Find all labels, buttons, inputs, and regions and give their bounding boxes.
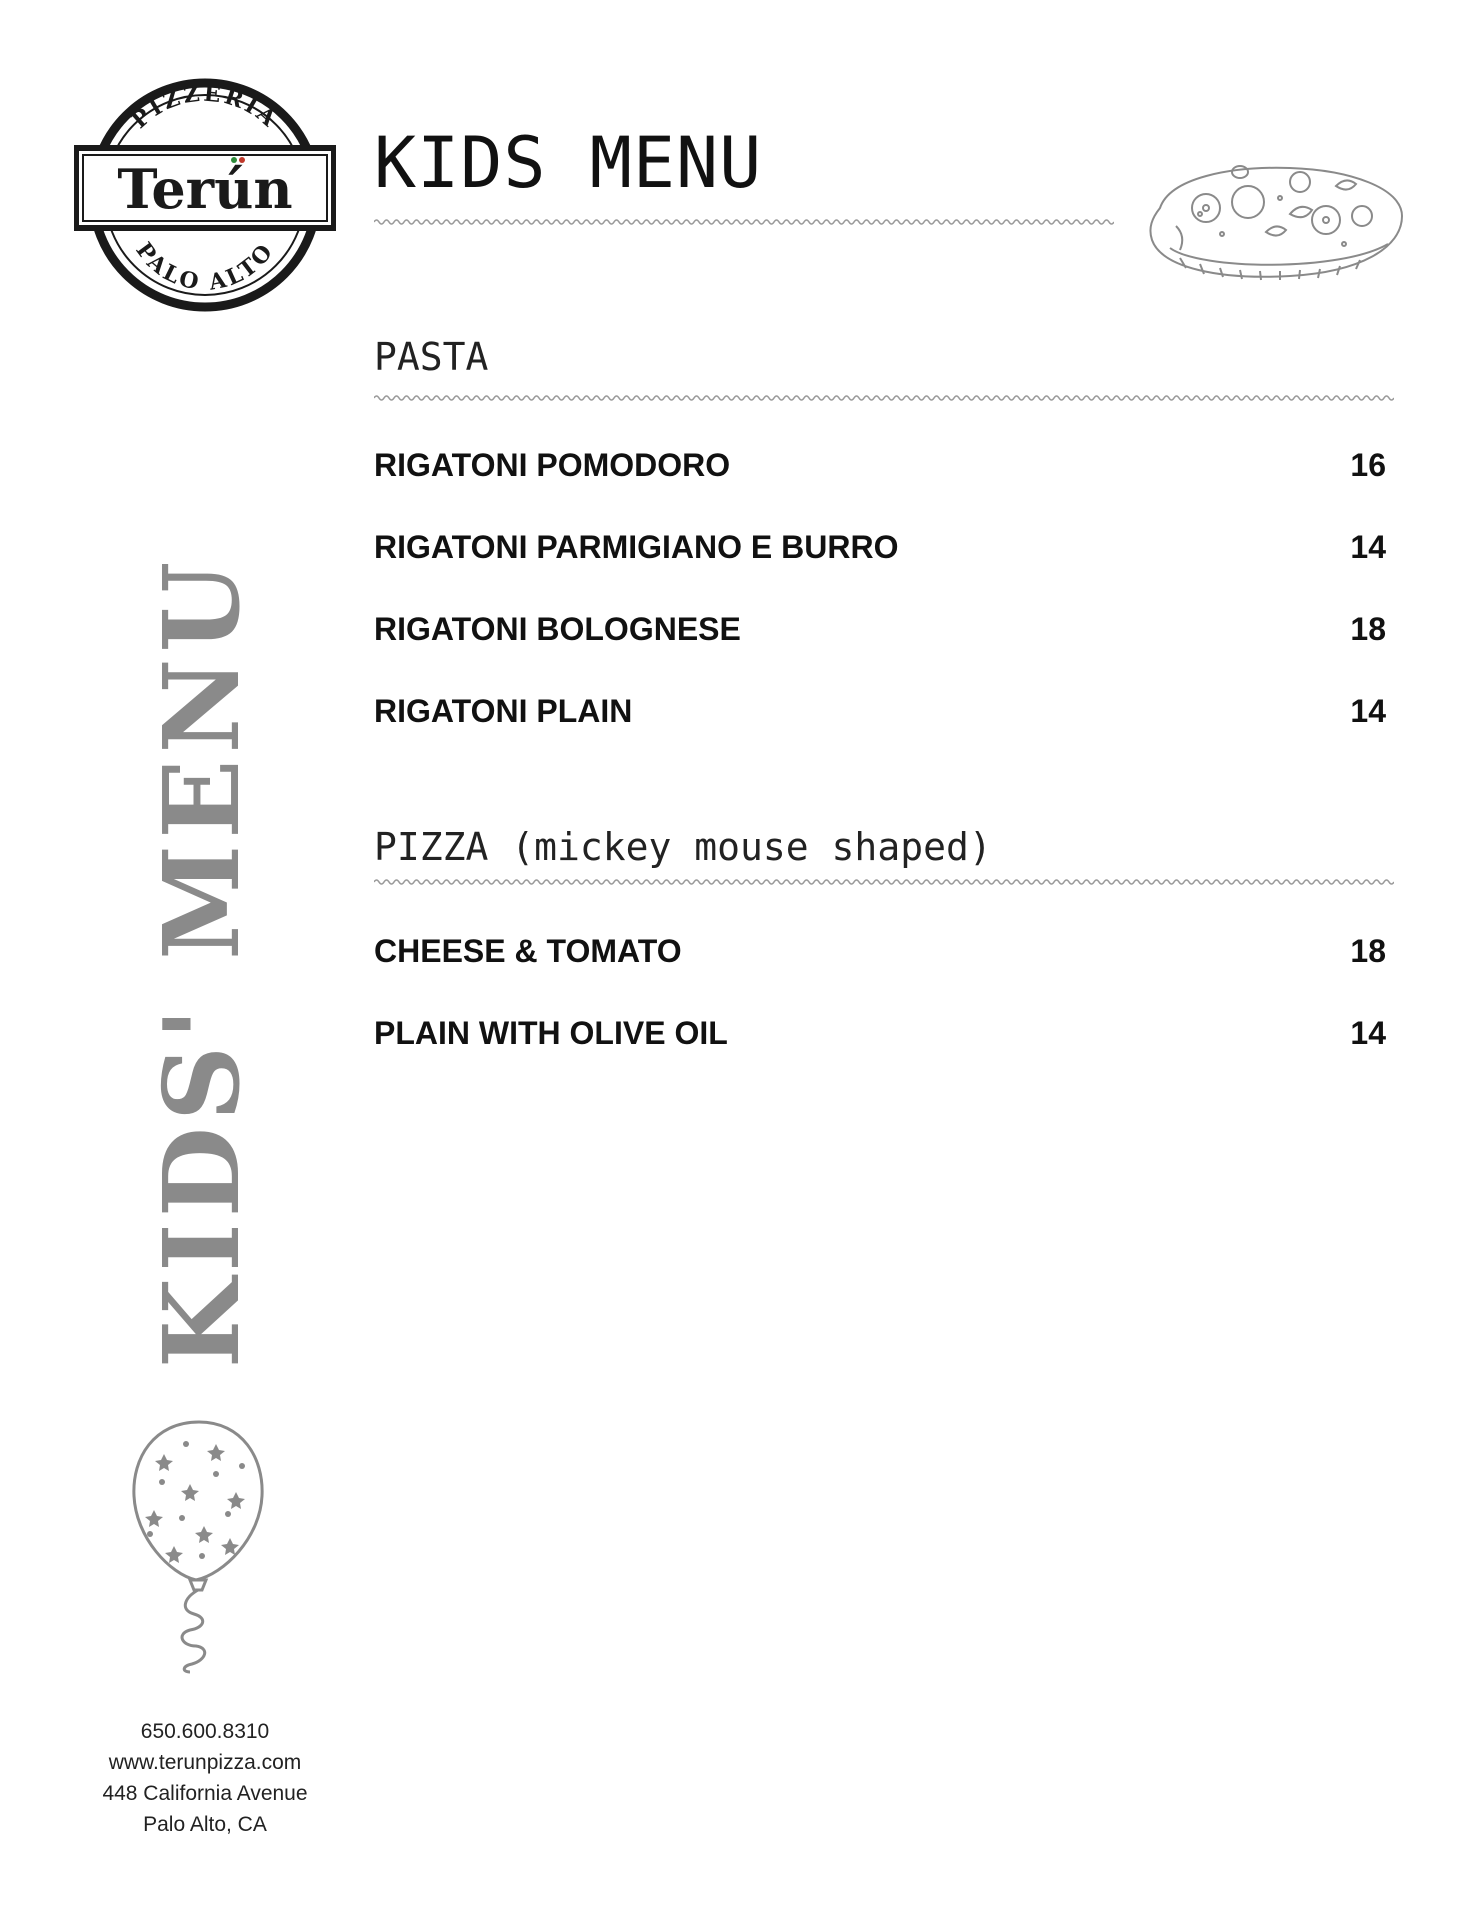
menu-item-plain-with-olive-oil	[374, 992, 1386, 1074]
contact-city: Palo Alto, CA	[143, 1813, 267, 1836]
logo-top-text: PIZZERIA	[126, 80, 284, 134]
contact-address: 448 California Avenue	[102, 1782, 308, 1805]
item-price: 16	[1350, 446, 1386, 483]
pizzeria-stamp-logo	[74, 76, 336, 314]
item-price: 14	[1350, 692, 1386, 729]
pizza-divider	[374, 876, 1394, 888]
logo-name: Terún	[117, 157, 293, 221]
item-name: CHEESE & TOMATO	[374, 932, 682, 969]
menu-item-cheese-and-tomato	[374, 910, 1386, 992]
section-title-pasta: PASTA	[374, 335, 489, 379]
item-name: RIGATONI POMODORO	[374, 446, 731, 483]
item-name: RIGATONI BOLOGNESE	[374, 610, 741, 647]
section-title-pizza: PIZZA (mickey mouse shaped)	[374, 825, 992, 869]
item-price: 14	[1350, 1014, 1386, 1051]
contact-phone: 650.600.8310	[140, 1720, 270, 1743]
contact-website: www.terunpizza.com	[108, 1751, 302, 1774]
page-title: KIDS MENU	[374, 122, 763, 204]
pasta-divider	[374, 392, 1394, 404]
menu-item-rigatoni-bolognese	[374, 588, 1386, 670]
item-name: PLAIN WITH OLIVE OIL	[374, 1014, 728, 1051]
pasta-menu-list	[374, 424, 1386, 752]
pizza-illustration-icon	[1140, 148, 1410, 288]
pizza-menu-list	[374, 910, 1386, 1074]
contact-info	[60, 1716, 350, 1840]
svg-text:PIZZERIA	[127, 81, 283, 134]
item-price: 18	[1350, 932, 1386, 969]
item-name: RIGATONI PLAIN	[374, 692, 633, 729]
menu-item-rigatoni-plain	[374, 670, 1386, 752]
logo-bottom-text: PALO ALTO	[130, 237, 280, 296]
item-price: 14	[1350, 528, 1386, 565]
menu-item-rigatoni-parmigiano-e-burro	[374, 506, 1386, 588]
side-title-wrapper	[140, 555, 263, 1369]
side-vertical-title: KIDS' MENU	[140, 555, 263, 1369]
svg-text:PALO ALTO	[130, 237, 279, 295]
item-name: RIGATONI PARMIGIANO E BURRO	[374, 528, 899, 565]
item-price: 18	[1350, 610, 1386, 647]
menu-item-rigatoni-pomodoro	[374, 424, 1386, 506]
star-balloon-icon	[124, 1414, 274, 1674]
title-divider	[374, 216, 1114, 228]
